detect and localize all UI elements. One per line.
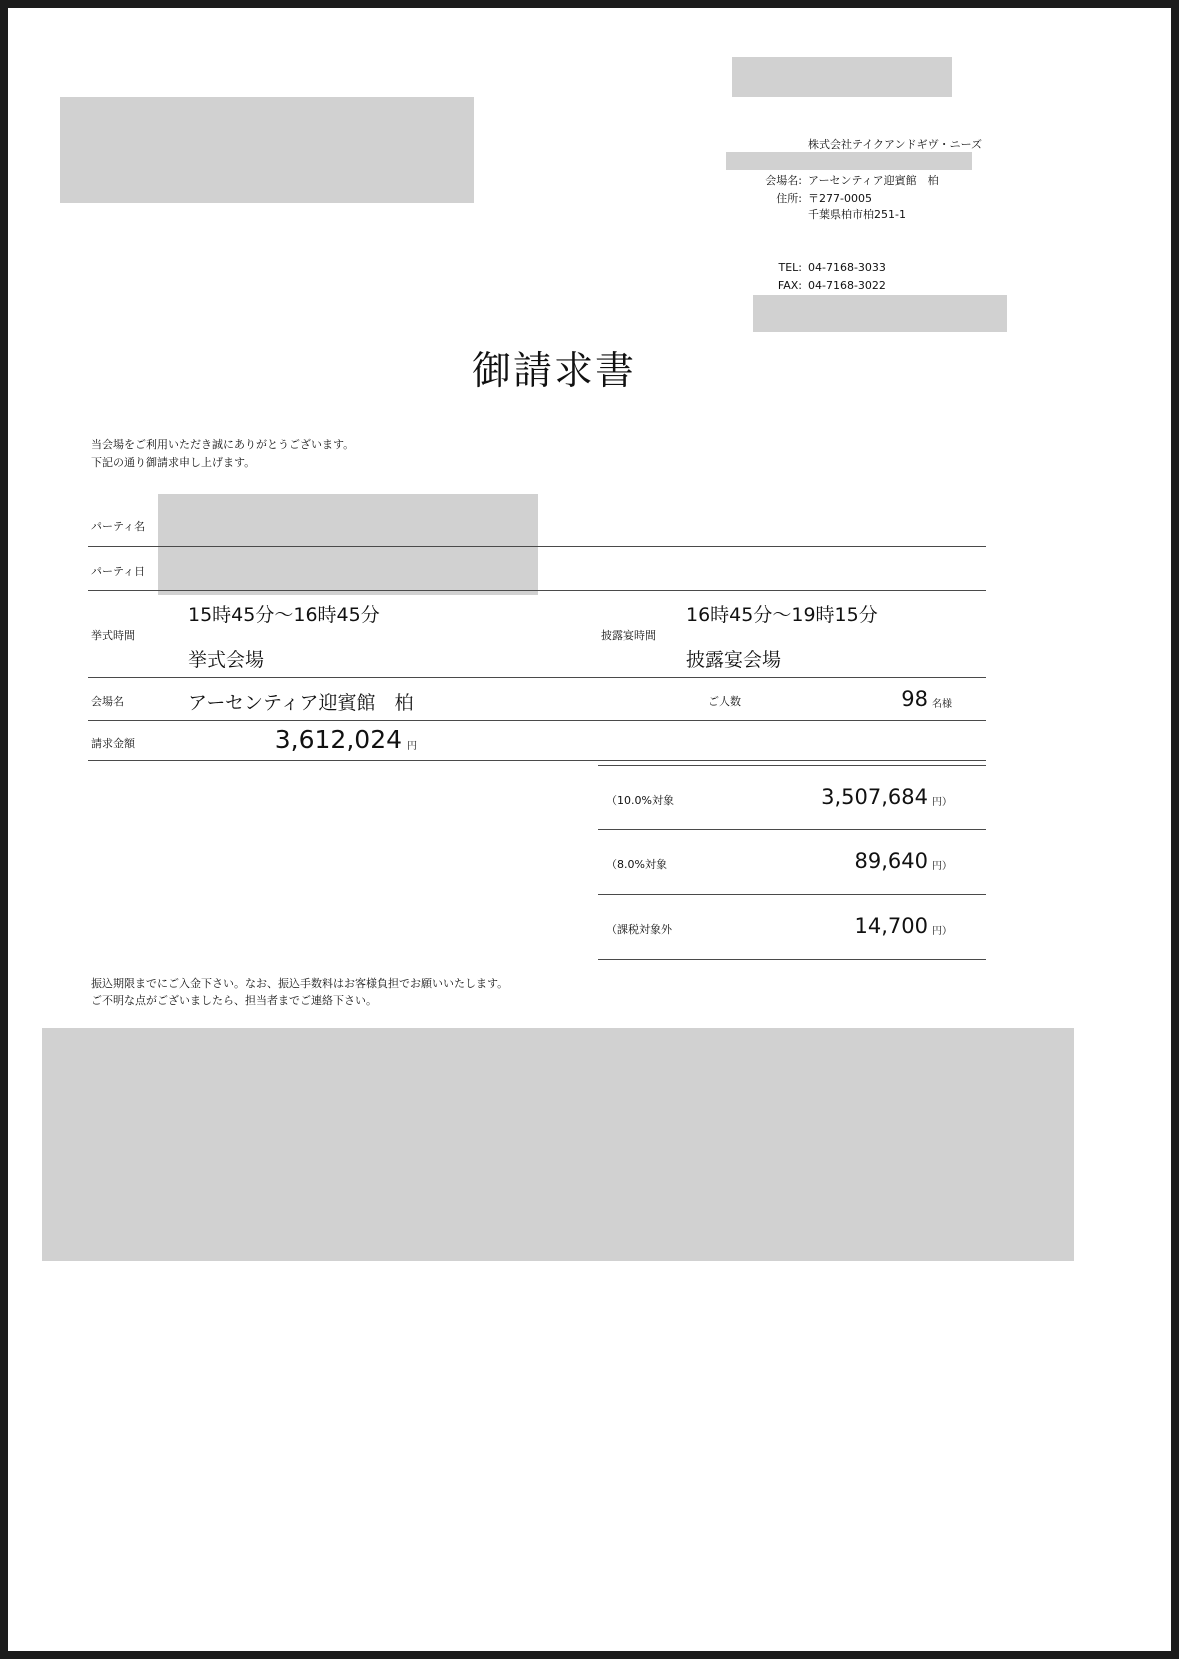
party-date-label: パーティ日	[91, 565, 146, 578]
tax-rule-top	[598, 765, 986, 766]
issuer-tel: 04-7168-3033	[808, 261, 886, 274]
ceremony-time-label: 挙式時間	[91, 629, 135, 642]
party-name-label: パーティ名	[91, 520, 146, 533]
tax-10-unit: 円）	[932, 797, 952, 808]
guests-value: 98	[901, 687, 928, 711]
rule-3	[88, 677, 986, 678]
tax-exempt-label: （課税対象外	[606, 923, 672, 936]
redacted-party-info	[158, 494, 538, 595]
redacted-issuer-top	[732, 57, 952, 97]
tax-8-label: （8.0%対象	[606, 858, 667, 871]
tax-8-unit: 円）	[932, 861, 952, 872]
amount-unit: 円	[407, 741, 417, 752]
amount-label: 請求金額	[91, 737, 135, 750]
intro-line-2: 下記の通り御請求申し上げます。	[91, 456, 256, 469]
rule-2	[88, 590, 986, 591]
tax-rule-bottom	[598, 959, 986, 960]
reception-place: 披露宴会場	[686, 649, 782, 671]
issuer-tel-label: TEL:	[778, 261, 802, 274]
rule-4	[88, 720, 986, 721]
redacted-recipient	[60, 97, 474, 203]
invoice-page	[8, 8, 1171, 1651]
reception-time-label: 披露宴時間	[601, 629, 656, 642]
issuer-venue-value: アーセンティア迎賓館 柏	[808, 174, 939, 187]
guests-unit: 名様	[932, 699, 952, 710]
tax-8-value: 89,640	[854, 849, 928, 873]
issuer-address: 千葉県柏市柏251-1	[808, 208, 906, 221]
tax-10-value: 3,507,684	[821, 785, 928, 809]
footer-line-1: 振込期限までにご入金下さい。なお、振込手数料はお客様負担でお願いいたします。	[91, 977, 509, 990]
tax-rule-1	[598, 829, 986, 830]
redacted-issuer-stamp	[753, 295, 1007, 332]
redacted-bank-info	[42, 1028, 1074, 1261]
amount-value: 3,612,024	[274, 725, 402, 754]
reception-time: 16時45分〜19時15分	[686, 604, 878, 626]
page-title: 御請求書	[471, 349, 636, 394]
venue-label: 会場名	[91, 695, 124, 708]
issuer-venue-label: 会場名:	[765, 174, 802, 187]
issuer-address-label: 住所:	[776, 192, 802, 205]
tax-exempt-value: 14,700	[854, 914, 928, 938]
guests-label: ご人数	[708, 695, 741, 708]
ceremony-place: 挙式会場	[188, 649, 265, 671]
tax-rule-2	[598, 894, 986, 895]
ceremony-time: 15時45分〜16時45分	[188, 604, 380, 626]
intro-line-1: 当会場をご利用いただき誠にありがとうございます。	[91, 438, 355, 451]
rule-5	[88, 760, 986, 761]
rule-1	[88, 546, 986, 547]
footer-line-2: ご不明な点がございましたら、担当者までご連絡下さい。	[91, 994, 377, 1007]
redacted-issuer-line	[726, 152, 972, 170]
issuer-company: 株式会社テイクアンドギヴ・ニーズ	[808, 138, 983, 151]
tax-exempt-unit: 円）	[932, 926, 952, 937]
tax-10-label: （10.0%対象	[606, 794, 674, 807]
issuer-postal: 〒277-0005	[808, 192, 872, 205]
issuer-fax: 04-7168-3022	[808, 279, 886, 292]
issuer-fax-label: FAX:	[777, 279, 802, 292]
venue-value: アーセンティア迎賓館 柏	[188, 692, 414, 714]
